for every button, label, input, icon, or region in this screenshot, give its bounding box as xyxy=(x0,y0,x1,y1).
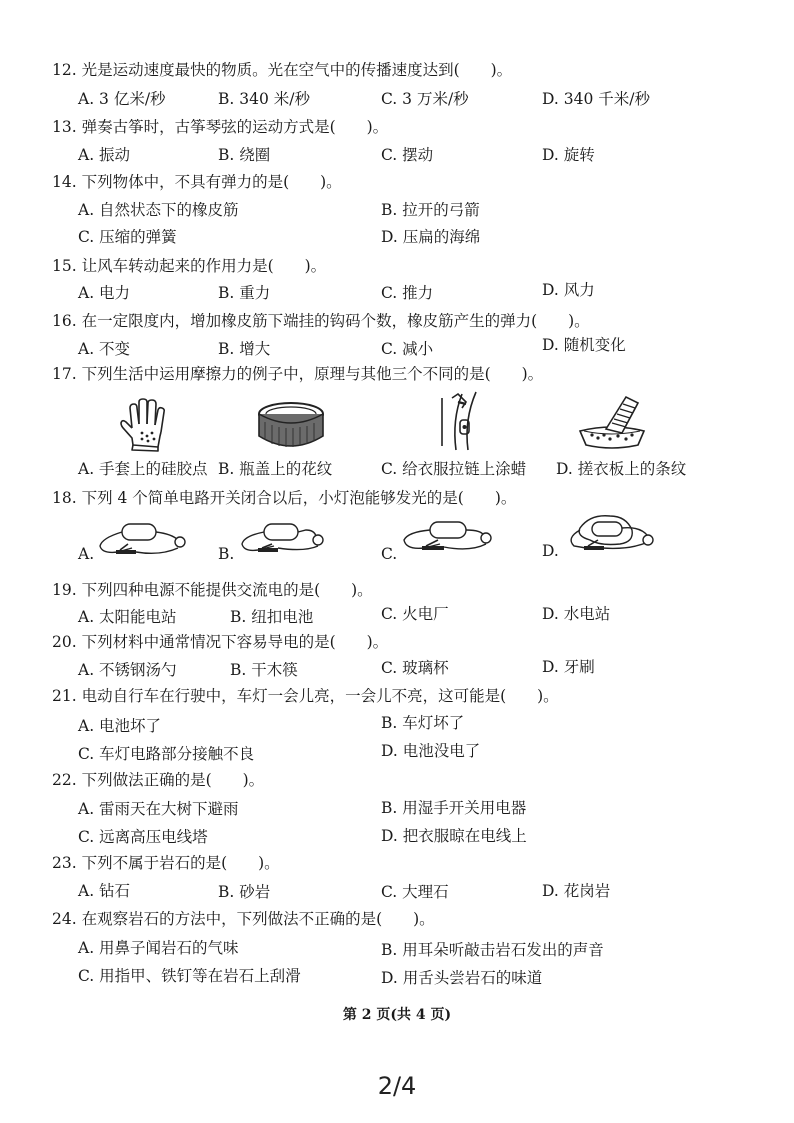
q24-option-b: B. 用耳朵听敲击岩石发出的声音 xyxy=(381,941,604,959)
circuit-b-icon xyxy=(234,518,334,558)
q24-option-d: D. 用舌头尝岩石的味道 xyxy=(381,969,543,987)
q20-option-d: D. 牙刷 xyxy=(542,658,595,676)
zipper-icon xyxy=(436,390,496,452)
q21-option-c: C. 车灯电路部分接触不良 xyxy=(78,745,255,763)
q20-option-c: C. 玻璃杯 xyxy=(381,659,449,677)
q19-stem: 19. 下列四种电源不能提供交流电的是( )。 xyxy=(52,581,373,599)
q17-option-b: B. 瓶盖上的花纹 xyxy=(218,460,333,478)
q23-option-d: D. 花岗岩 xyxy=(542,882,611,900)
q19-option-b: B. 纽扣电池 xyxy=(230,608,314,626)
q17-stem: 17. 下列生活中运用摩擦力的例子中，原理与其他三个不同的是( )。 xyxy=(52,365,544,383)
q20-option-b: B. 干木筷 xyxy=(230,661,298,679)
q22-option-a: A. 雷雨天在大树下避雨 xyxy=(78,800,239,818)
circuit-c-icon xyxy=(398,516,498,558)
q17-option-a: A. 手套上的硅胶点 xyxy=(78,460,208,478)
q16-option-c: C. 减小 xyxy=(381,340,434,358)
page-indicator: 2/4 xyxy=(377,1072,417,1100)
q18-stem: 18. 下列 4 个简单电路开关闭合以后，小灯泡能够发光的是( )。 xyxy=(52,489,517,507)
q15-option-c: C. 推力 xyxy=(381,284,434,302)
q24-stem: 24. 在观察岩石的方法中，下列做法不正确的是( )。 xyxy=(52,910,435,928)
q22-option-c: C. 远离高压电线塔 xyxy=(78,828,208,846)
q23-option-b: B. 砂岩 xyxy=(218,883,271,901)
q16-stem: 16. 在一定限度内，增加橡皮筋下端挂的钩码个数，橡皮筋产生的弹力( )。 xyxy=(52,312,590,330)
q21-option-d: D. 电池没电了 xyxy=(381,742,481,760)
q18-option-c: C. xyxy=(381,545,398,563)
circuit-a-icon xyxy=(94,520,194,560)
q13-option-a: A. 振动 xyxy=(78,146,131,164)
q13-option-b: B. 绕圈 xyxy=(218,146,271,164)
q20-option-a: A. 不锈钢汤勺 xyxy=(78,661,177,679)
q22-option-d: D. 把衣服晾在电线上 xyxy=(381,827,527,845)
q15-option-a: A. 电力 xyxy=(78,284,131,302)
q12-option-a: A. 3 亿米/秒 xyxy=(78,90,166,108)
q18-option-d: D. xyxy=(542,542,559,560)
q21-stem: 21. 电动自行车在行驶中，车灯一会儿亮，一会儿不亮，这可能是( )。 xyxy=(52,687,559,705)
q14-option-d: D. 压扁的海绵 xyxy=(381,228,481,246)
q14-option-c: C. 压缩的弹簧 xyxy=(78,228,177,246)
q12-option-d: D. 340 千米/秒 xyxy=(542,90,650,108)
glove-icon xyxy=(118,398,178,452)
q14-stem: 14. 下列物体中，不具有弹力的是( )。 xyxy=(52,173,342,191)
q21-option-a: A. 电池坏了 xyxy=(78,717,162,735)
q13-option-c: C. 摆动 xyxy=(381,146,434,164)
q12-option-b: B. 340 米/秒 xyxy=(218,90,310,108)
q15-option-d: D. 风力 xyxy=(542,281,595,299)
q23-stem: 23. 下列不属于岩石的是( )。 xyxy=(52,854,280,872)
q18-option-b: B. xyxy=(218,545,235,563)
q19-option-c: C. 火电厂 xyxy=(381,605,449,623)
q21-option-b: B. 车灯坏了 xyxy=(381,714,465,732)
q17-option-d: D. 搓衣板上的条纹 xyxy=(556,460,687,478)
q14-option-b: B. 拉开的弓箭 xyxy=(381,201,480,219)
q16-option-a: A. 不变 xyxy=(78,340,131,358)
page-footer: 第 2 页(共 4 页) xyxy=(342,1007,452,1023)
q15-option-b: B. 重力 xyxy=(218,284,271,302)
q13-stem: 13. 弹奏古筝时，古筝琴弦的运动方式是( )。 xyxy=(52,118,389,136)
q14-option-a: A. 自然状态下的橡皮筋 xyxy=(78,201,239,219)
q19-option-a: A. 太阳能电站 xyxy=(78,608,177,626)
q15-stem: 15. 让风车转动起来的作用力是( )。 xyxy=(52,257,327,275)
q17-option-c: C. 给衣服拉链上涂蜡 xyxy=(381,460,527,478)
q22-option-b: B. 用湿手开关用电器 xyxy=(381,799,527,817)
circuit-d-icon xyxy=(560,510,660,556)
q13-option-d: D. 旋转 xyxy=(542,146,595,164)
q23-option-a: A. 钻石 xyxy=(78,882,131,900)
q12-stem: 12. 光是运动速度最快的物质。光在空气中的传播速度达到( )。 xyxy=(52,61,513,79)
q16-option-b: B. 增大 xyxy=(218,340,271,358)
q12-option-c: C. 3 万米/秒 xyxy=(381,90,469,108)
q22-stem: 22. 下列做法正确的是( )。 xyxy=(52,771,265,789)
bottle-cap-icon xyxy=(255,400,327,452)
q16-option-d: D. 随机变化 xyxy=(542,336,626,354)
q24-option-c: C. 用指甲、铁钉等在岩石上刮滑 xyxy=(78,967,301,985)
q23-option-c: C. 大理石 xyxy=(381,883,449,901)
q20-stem: 20. 下列材料中通常情况下容易导电的是( )。 xyxy=(52,633,389,651)
washboard-icon xyxy=(576,393,648,451)
q24-option-a: A. 用鼻子闻岩石的气味 xyxy=(78,939,239,957)
q19-option-d: D. 水电站 xyxy=(542,605,611,623)
q18-option-a: A. xyxy=(78,545,95,563)
